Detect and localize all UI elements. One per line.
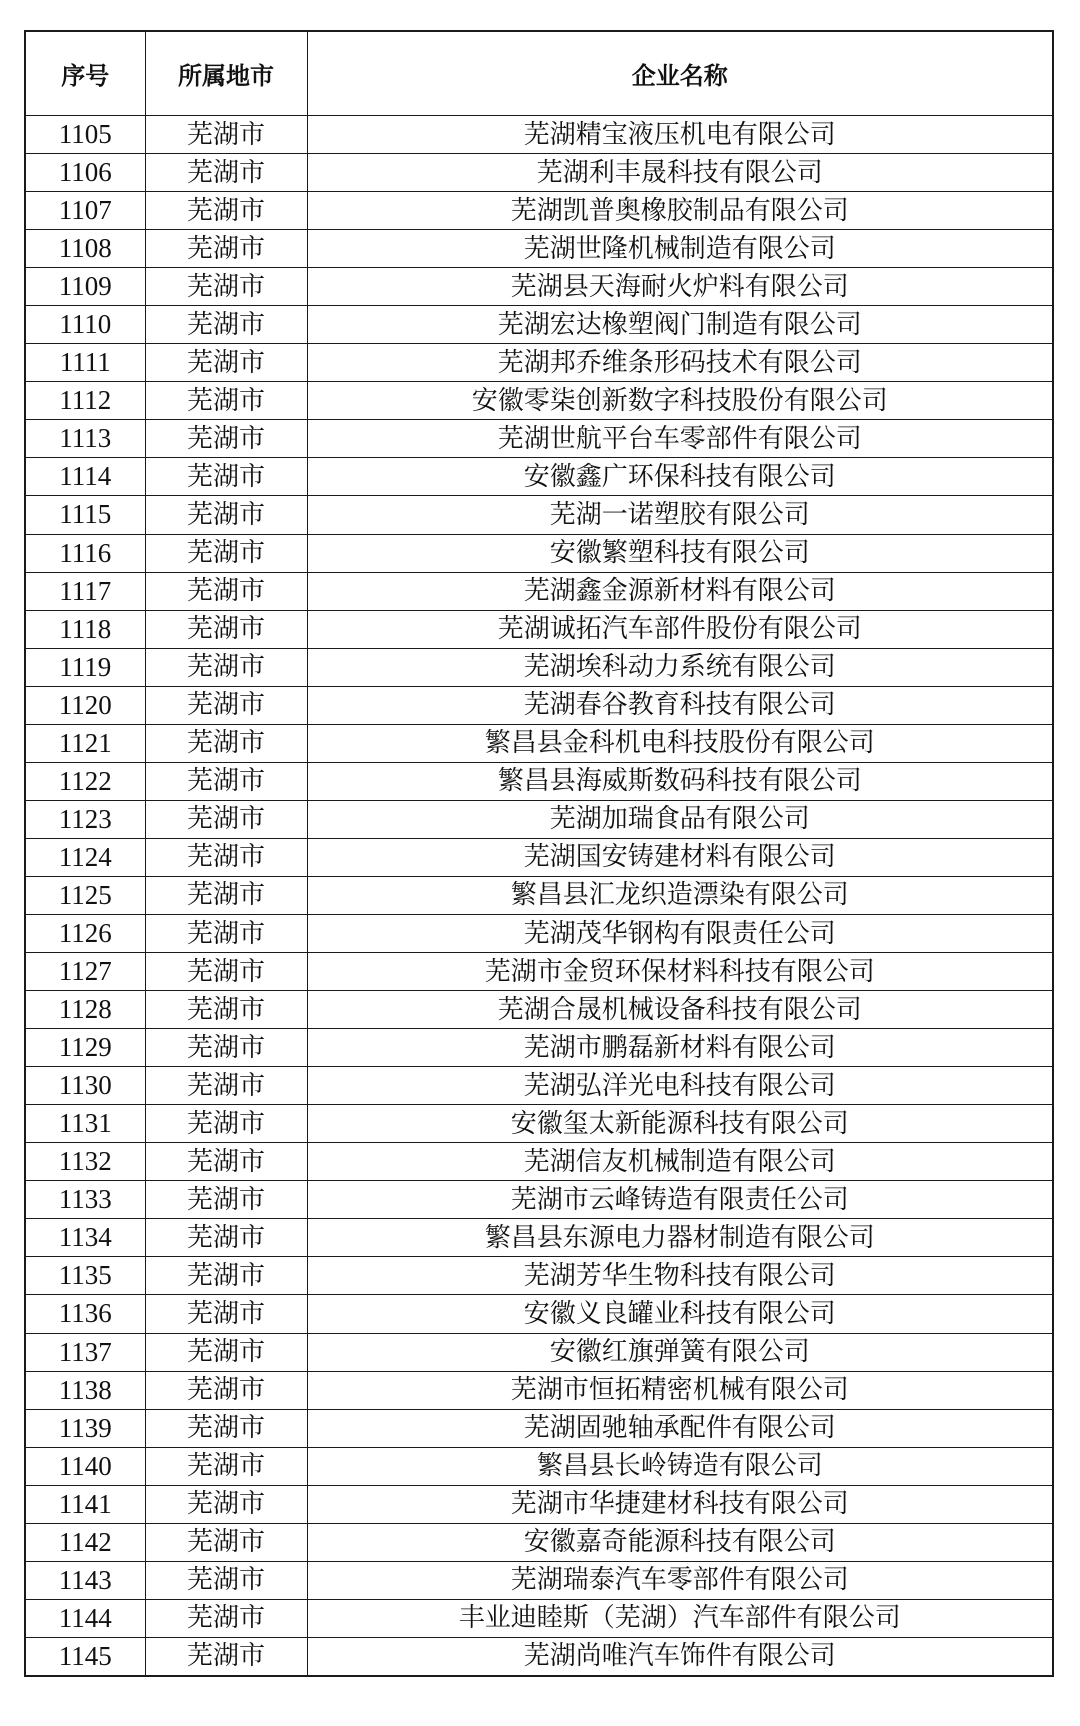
city-cell: 芜湖市 (145, 1637, 307, 1676)
city-cell: 芜湖市 (145, 458, 307, 496)
company-name-cell: 芜湖信友机械制造有限公司 (307, 1143, 1053, 1181)
table-row (25, 1447, 1053, 1485)
header-city: 所属地市 (145, 31, 307, 116)
company-name-cell: 芜湖埃科动力系统有限公司 (307, 648, 1053, 686)
serial-number-cell: 1127 (25, 953, 145, 991)
serial-number-cell: 1116 (25, 534, 145, 572)
city-cell: 芜湖市 (145, 534, 307, 572)
table-row (25, 724, 1053, 762)
company-name-cell: 芜湖凯普奥橡胶制品有限公司 (307, 192, 1053, 230)
table-row (25, 116, 1053, 154)
serial-number-cell: 1109 (25, 268, 145, 306)
serial-number-cell: 1108 (25, 230, 145, 268)
company-name-cell: 芜湖瑞泰汽车零部件有限公司 (307, 1561, 1053, 1599)
serial-number-cell: 1113 (25, 420, 145, 458)
serial-number-cell: 1138 (25, 1371, 145, 1409)
enterprise-table-container (24, 30, 1052, 1677)
company-name-cell: 芜湖市云峰铸造有限责任公司 (307, 1181, 1053, 1219)
city-cell: 芜湖市 (145, 572, 307, 610)
header-row (25, 31, 1053, 116)
enterprise-table (24, 30, 1054, 1677)
serial-number-cell: 1140 (25, 1447, 145, 1485)
table-row (25, 192, 1053, 230)
city-cell: 芜湖市 (145, 1257, 307, 1295)
serial-number-cell: 1125 (25, 876, 145, 914)
city-cell: 芜湖市 (145, 1295, 307, 1333)
city-cell: 芜湖市 (145, 1105, 307, 1143)
company-name-cell: 芜湖世航平台车零部件有限公司 (307, 420, 1053, 458)
table-row (25, 382, 1053, 420)
company-name-cell: 芜湖宏达橡塑阀门制造有限公司 (307, 306, 1053, 344)
company-name-cell: 安徽红旗弹簧有限公司 (307, 1333, 1053, 1371)
company-name-cell: 芜湖诚拓汽车部件股份有限公司 (307, 610, 1053, 648)
company-name-cell: 芜湖合晟机械设备科技有限公司 (307, 991, 1053, 1029)
table-row (25, 344, 1053, 382)
table-row (25, 1029, 1053, 1067)
company-name-cell: 芜湖固驰轴承配件有限公司 (307, 1409, 1053, 1447)
city-cell: 芜湖市 (145, 1409, 307, 1447)
table-row (25, 1333, 1053, 1371)
serial-number-cell: 1131 (25, 1105, 145, 1143)
serial-number-cell: 1128 (25, 991, 145, 1029)
table-row (25, 496, 1053, 534)
city-cell: 芜湖市 (145, 800, 307, 838)
company-name-cell: 芜湖市金贸环保材料科技有限公司 (307, 953, 1053, 991)
table-row (25, 1295, 1053, 1333)
company-name-cell: 安徽零柒创新数字科技股份有限公司 (307, 382, 1053, 420)
city-cell: 芜湖市 (145, 1561, 307, 1599)
serial-number-cell: 1122 (25, 762, 145, 800)
city-cell: 芜湖市 (145, 230, 307, 268)
serial-number-cell: 1106 (25, 154, 145, 192)
serial-number-cell: 1144 (25, 1599, 145, 1637)
serial-number-cell: 1105 (25, 116, 145, 154)
company-name-cell: 安徽玺太新能源科技有限公司 (307, 1105, 1053, 1143)
city-cell: 芜湖市 (145, 1067, 307, 1105)
city-cell: 芜湖市 (145, 838, 307, 876)
company-name-cell: 芜湖芳华生物科技有限公司 (307, 1257, 1053, 1295)
city-cell: 芜湖市 (145, 1523, 307, 1561)
table-row (25, 1485, 1053, 1523)
company-name-cell: 芜湖邦乔维条形码技术有限公司 (307, 344, 1053, 382)
table-row (25, 1523, 1053, 1561)
city-cell: 芜湖市 (145, 382, 307, 420)
serial-number-cell: 1130 (25, 1067, 145, 1105)
table-header (25, 31, 1053, 116)
header-company-name: 企业名称 (307, 31, 1053, 116)
company-name-cell: 繁昌县金科机电科技股份有限公司 (307, 724, 1053, 762)
table-row (25, 991, 1053, 1029)
serial-number-cell: 1143 (25, 1561, 145, 1599)
company-name-cell: 芜湖国安铸建材料有限公司 (307, 838, 1053, 876)
company-name-cell: 安徽繁塑科技有限公司 (307, 534, 1053, 572)
serial-number-cell: 1123 (25, 800, 145, 838)
table-row (25, 610, 1053, 648)
company-name-cell: 芜湖春谷教育科技有限公司 (307, 686, 1053, 724)
serial-number-cell: 1115 (25, 496, 145, 534)
company-name-cell: 丰业迪睦斯（芜湖）汽车部件有限公司 (307, 1599, 1053, 1637)
serial-number-cell: 1120 (25, 686, 145, 724)
city-cell: 芜湖市 (145, 648, 307, 686)
table-row (25, 1105, 1053, 1143)
table-row (25, 1637, 1053, 1676)
company-name-cell: 繁昌县长岭铸造有限公司 (307, 1447, 1053, 1485)
company-name-cell: 繁昌县海威斯数码科技有限公司 (307, 762, 1053, 800)
company-name-cell: 芜湖加瑞食品有限公司 (307, 800, 1053, 838)
city-cell: 芜湖市 (145, 991, 307, 1029)
serial-number-cell: 1121 (25, 724, 145, 762)
serial-number-cell: 1126 (25, 914, 145, 952)
city-cell: 芜湖市 (145, 610, 307, 648)
company-name-cell: 芜湖精宝液压机电有限公司 (307, 116, 1053, 154)
serial-number-cell: 1118 (25, 610, 145, 648)
company-name-cell: 芜湖茂华钢构有限责任公司 (307, 914, 1053, 952)
city-cell: 芜湖市 (145, 420, 307, 458)
city-cell: 芜湖市 (145, 496, 307, 534)
table-row (25, 762, 1053, 800)
serial-number-cell: 1145 (25, 1637, 145, 1676)
serial-number-cell: 1136 (25, 1295, 145, 1333)
company-name-cell: 芜湖一诺塑胶有限公司 (307, 496, 1053, 534)
serial-number-cell: 1135 (25, 1257, 145, 1295)
table-row (25, 648, 1053, 686)
company-name-cell: 安徽鑫广环保科技有限公司 (307, 458, 1053, 496)
company-name-cell: 芜湖市华捷建材科技有限公司 (307, 1485, 1053, 1523)
serial-number-cell: 1141 (25, 1485, 145, 1523)
table-row (25, 1371, 1053, 1409)
serial-number-cell: 1112 (25, 382, 145, 420)
table-row (25, 572, 1053, 610)
company-name-cell: 芜湖世隆机械制造有限公司 (307, 230, 1053, 268)
table-row (25, 800, 1053, 838)
company-name-cell: 芜湖利丰晟科技有限公司 (307, 154, 1053, 192)
city-cell: 芜湖市 (145, 1219, 307, 1257)
serial-number-cell: 1142 (25, 1523, 145, 1561)
table-row (25, 1599, 1053, 1637)
table-row (25, 306, 1053, 344)
serial-number-cell: 1132 (25, 1143, 145, 1181)
serial-number-cell: 1139 (25, 1409, 145, 1447)
serial-number-cell: 1133 (25, 1181, 145, 1219)
company-name-cell: 芜湖鑫金源新材料有限公司 (307, 572, 1053, 610)
table-row (25, 458, 1053, 496)
city-cell: 芜湖市 (145, 1599, 307, 1637)
city-cell: 芜湖市 (145, 1029, 307, 1067)
table-row (25, 1067, 1053, 1105)
table-row (25, 534, 1053, 572)
serial-number-cell: 1110 (25, 306, 145, 344)
table-row (25, 1181, 1053, 1219)
city-cell: 芜湖市 (145, 268, 307, 306)
company-name-cell: 芜湖市恒拓精密机械有限公司 (307, 1371, 1053, 1409)
table-row (25, 1143, 1053, 1181)
table-row (25, 914, 1053, 952)
table-row (25, 268, 1053, 306)
serial-number-cell: 1111 (25, 344, 145, 382)
serial-number-cell: 1117 (25, 572, 145, 610)
table-row (25, 1257, 1053, 1295)
company-name-cell: 芜湖市鹏磊新材料有限公司 (307, 1029, 1053, 1067)
table-row (25, 953, 1053, 991)
city-cell: 芜湖市 (145, 192, 307, 230)
table-row (25, 230, 1053, 268)
city-cell: 芜湖市 (145, 686, 307, 724)
serial-number-cell: 1134 (25, 1219, 145, 1257)
city-cell: 芜湖市 (145, 724, 307, 762)
city-cell: 芜湖市 (145, 1447, 307, 1485)
city-cell: 芜湖市 (145, 1333, 307, 1371)
company-name-cell: 繁昌县东源电力器材制造有限公司 (307, 1219, 1053, 1257)
serial-number-cell: 1107 (25, 192, 145, 230)
header-serial-number: 序号 (25, 31, 145, 116)
serial-number-cell: 1137 (25, 1333, 145, 1371)
city-cell: 芜湖市 (145, 344, 307, 382)
city-cell: 芜湖市 (145, 914, 307, 952)
serial-number-cell: 1124 (25, 838, 145, 876)
city-cell: 芜湖市 (145, 1143, 307, 1181)
city-cell: 芜湖市 (145, 1371, 307, 1409)
city-cell: 芜湖市 (145, 116, 307, 154)
city-cell: 芜湖市 (145, 1485, 307, 1523)
city-cell: 芜湖市 (145, 953, 307, 991)
city-cell: 芜湖市 (145, 1181, 307, 1219)
company-name-cell: 繁昌县汇龙织造漂染有限公司 (307, 876, 1053, 914)
serial-number-cell: 1129 (25, 1029, 145, 1067)
table-body (25, 116, 1053, 1676)
city-cell: 芜湖市 (145, 154, 307, 192)
table-row (25, 838, 1053, 876)
company-name-cell: 芜湖尚唯汽车饰件有限公司 (307, 1637, 1053, 1676)
company-name-cell: 芜湖县天海耐火炉料有限公司 (307, 268, 1053, 306)
table-row (25, 876, 1053, 914)
city-cell: 芜湖市 (145, 876, 307, 914)
table-row (25, 1561, 1053, 1599)
serial-number-cell: 1114 (25, 458, 145, 496)
company-name-cell: 芜湖弘洋光电科技有限公司 (307, 1067, 1053, 1105)
table-row (25, 1409, 1053, 1447)
table-row (25, 1219, 1053, 1257)
table-row (25, 154, 1053, 192)
serial-number-cell: 1119 (25, 648, 145, 686)
table-row (25, 420, 1053, 458)
city-cell: 芜湖市 (145, 306, 307, 344)
company-name-cell: 安徽义良罐业科技有限公司 (307, 1295, 1053, 1333)
table-row (25, 686, 1053, 724)
city-cell: 芜湖市 (145, 762, 307, 800)
company-name-cell: 安徽嘉奇能源科技有限公司 (307, 1523, 1053, 1561)
